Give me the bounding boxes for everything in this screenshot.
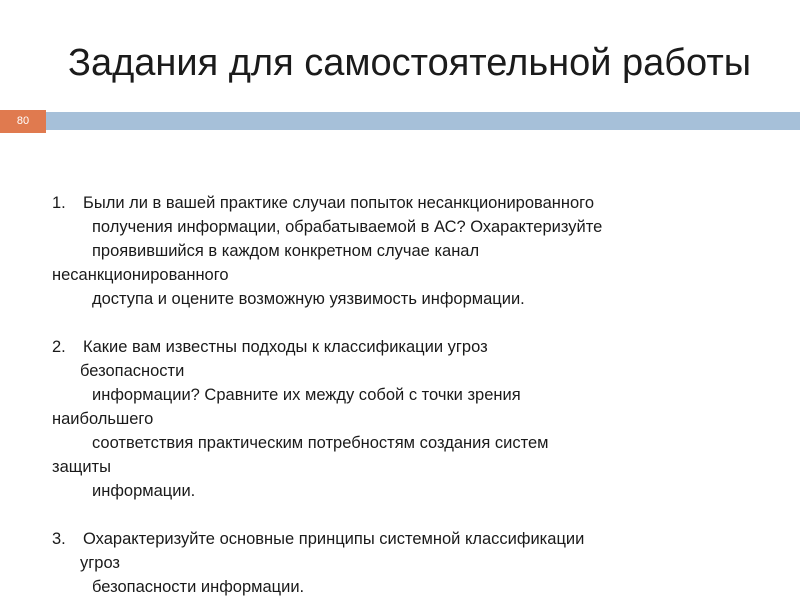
task-number: 3.: [52, 530, 66, 548]
task-number: 2.: [52, 338, 66, 356]
task-text: Какие вам известны подходы к классификации угроз: [83, 338, 488, 356]
task-text: Охарактеризуйте основные принципы системной классификации: [83, 530, 585, 548]
task-number: 1.: [52, 194, 66, 212]
task-line: безопасности информации.: [92, 578, 305, 596]
spacer: [52, 503, 772, 527]
task-text: Были ли в вашей практике случаи попыток несанкционированного: [83, 194, 595, 212]
task-list: [52, 191, 772, 599]
task-line: получения информации, обрабатываемой в АС? Охарактеризуйте: [92, 218, 603, 236]
slide-number: 80: [0, 110, 46, 133]
task-3: [52, 527, 772, 599]
task-line: доступа и оцените возможную уязвимость информации.: [92, 290, 525, 308]
task-line: [52, 191, 772, 215]
title-underline-bar: [46, 112, 800, 130]
task-1: [52, 191, 772, 311]
task-line: соответствия практическим потребностям создания систем: [92, 434, 549, 452]
task-line: наибольшего: [52, 410, 154, 428]
slide-title: Задания для самостоятельной работы: [68, 42, 752, 84]
task-line: информации? Сравните их между собой с точки зрения: [92, 386, 521, 404]
task-line: безопасности: [80, 362, 185, 380]
task-2: [52, 335, 772, 503]
task-line: [52, 335, 772, 359]
task-line: [52, 527, 772, 551]
task-line: информации.: [92, 482, 196, 500]
spacer: [52, 311, 772, 335]
task-line: защиты: [52, 458, 111, 476]
task-line: несанкционированного: [52, 266, 229, 284]
task-line: проявившийся в каждом конкретном случае канал: [92, 242, 480, 260]
task-line: угроз: [80, 554, 121, 572]
